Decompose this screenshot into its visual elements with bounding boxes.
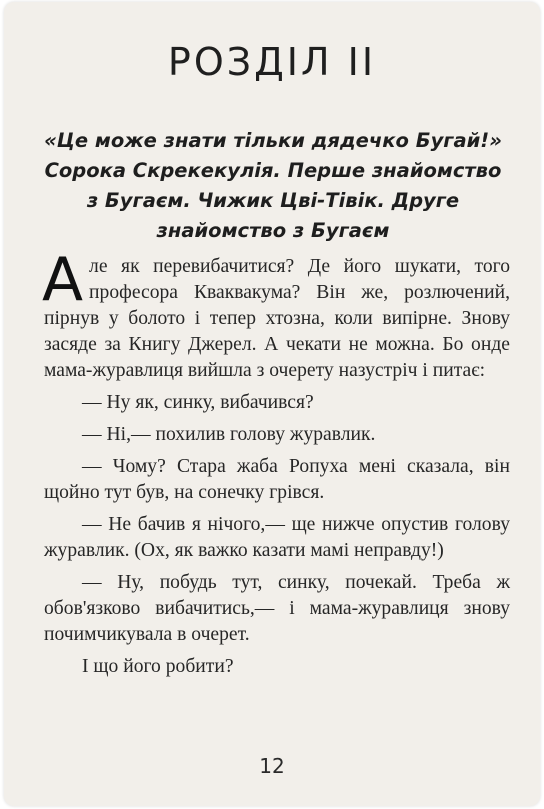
paragraph-5: — Не бачив я нічого,— ще нижче опустив голову журавлик. (Ох, як важко казати мамі неправду!) — [44, 514, 510, 561]
paragraph-7: І що його робити? — [82, 656, 234, 677]
drop-cap: А — [42, 245, 84, 315]
paragraph-2: — Ну як, синку, вибачився? — [82, 392, 314, 413]
paragraph-1 — [42, 245, 510, 384]
page-number: 12 — [259, 754, 285, 778]
paragraph-1-text: ле як перевибачитися? Де його шукати, того професора Кваквакума? Він же, розлючений, пірнув у болото і тепер хтозна, коли випірне. Знову засяде за Книгу Джерел. А чекати не можна. Бо онде мама-журавлиця вийшла з очерету назустріч і питає: — [44, 256, 510, 381]
paragraph-6: — Ну, побудь тут, синку, почекай. Треба ж обов'язково вибачитись,— і мама-журавлиця знову почимчикувала в очерет. — [44, 572, 510, 645]
paragraph-4: — Чому? Стара жаба Ропуха мені сказала, він щойно тут був, на сонечку грівся. — [44, 456, 510, 503]
paragraph-3: — Ні,— похилив голову журавлик. — [82, 424, 376, 445]
body-text — [42, 245, 510, 680]
chapter-title: РОЗДІЛ II — [167, 40, 377, 84]
chapter-subtitle: «Це може знати тільки дядечко Бугай!» Сорока Скрекекулія. Перше знайомство з Бугаєм. Чижик Цві-Тівік. Друге знайомство з Бугаєм — [44, 129, 502, 242]
book-page — [4, 2, 540, 806]
